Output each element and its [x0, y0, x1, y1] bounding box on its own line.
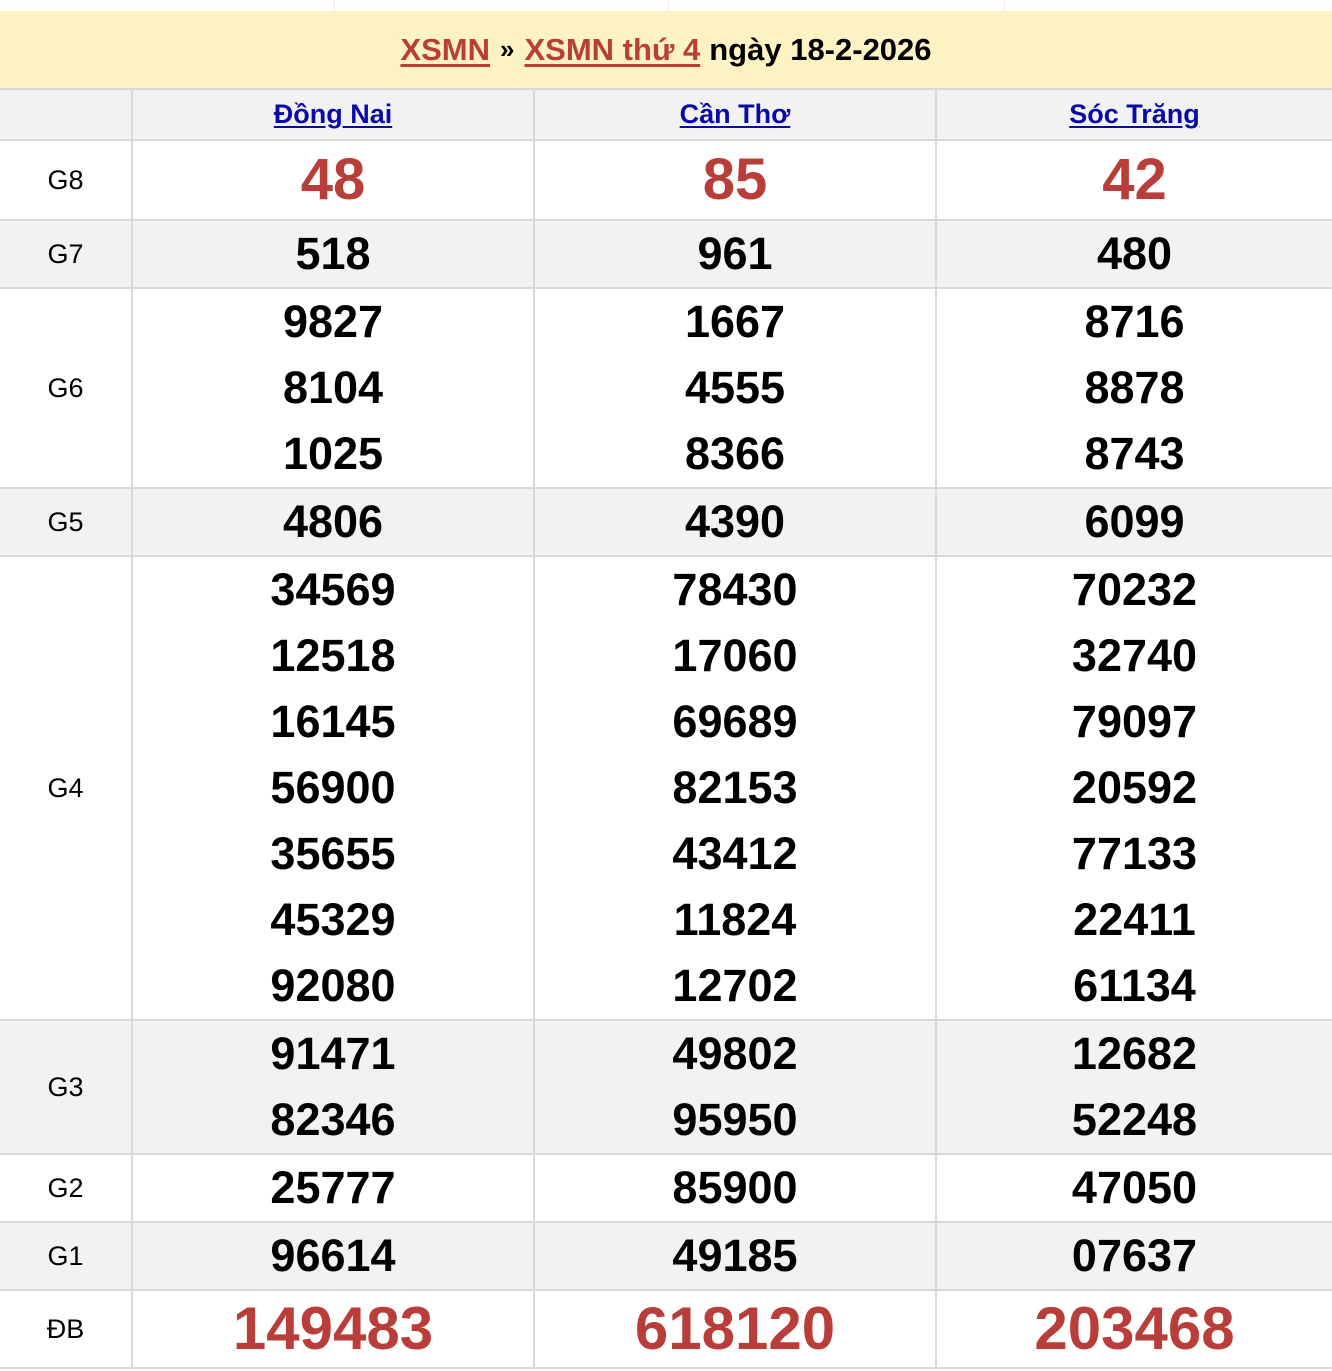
prize-label: G2: [0, 1154, 132, 1222]
prize-label: G5: [0, 488, 132, 556]
prize-cell: [534, 220, 936, 288]
prize-number: 22411: [1073, 894, 1196, 945]
prize-cell: [936, 1290, 1332, 1368]
prize-number: 56900: [270, 762, 396, 813]
prize-number: 77133: [1071, 828, 1198, 879]
prize-cell: [534, 1290, 936, 1368]
prize-row-g3: [0, 1020, 1332, 1154]
province-link-dong-nai[interactable]: Đồng Nai: [273, 99, 393, 129]
prize-number: 82346: [270, 1094, 396, 1145]
prize-number: 618120: [634, 1295, 836, 1362]
draw-date: ngày 18-2-2026: [709, 31, 932, 67]
prize-cell: [936, 1020, 1332, 1154]
prize-number: 12702: [672, 960, 798, 1011]
prize-number: 92080: [270, 960, 396, 1011]
prize-number: 47050: [1071, 1162, 1198, 1213]
prize-cell: [132, 288, 534, 488]
prize-number: 8743: [1084, 428, 1185, 479]
prize-cell: [132, 140, 534, 220]
prize-number: 8104: [282, 362, 384, 413]
results-table: [0, 88, 1332, 1369]
prize-number: 45329: [270, 894, 396, 945]
prize-number: 78430: [672, 564, 798, 615]
prize-row-g4: [0, 556, 1332, 1020]
prize-number: 1025: [282, 428, 384, 479]
prize-number: 85900: [672, 1162, 798, 1213]
province-link-can-tho[interactable]: Cần Thơ: [679, 99, 791, 129]
xsmn-thu4-link[interactable]: XSMN thứ 4: [524, 31, 701, 67]
prize-number: 49185: [672, 1230, 798, 1281]
prize-number: 79097: [1071, 696, 1198, 747]
prize-row-db: [0, 1290, 1332, 1368]
prize-number: 12682: [1071, 1028, 1198, 1079]
prize-cell: [534, 488, 936, 556]
prize-label: G1: [0, 1222, 132, 1290]
prize-number: 85: [702, 147, 768, 212]
prize-cell: [132, 488, 534, 556]
prize-number: 8716: [1084, 296, 1185, 347]
prize-number: 480: [1096, 228, 1173, 279]
prize-label: G8: [0, 140, 132, 220]
prize-number: 12518: [270, 630, 396, 681]
prize-number: 25777: [270, 1162, 396, 1213]
prize-cell: [936, 140, 1332, 220]
prize-cell: [936, 288, 1332, 488]
prize-cell: [534, 556, 936, 1020]
prize-row-g6: [0, 288, 1332, 488]
results-title: [0, 11, 1332, 88]
prize-number: 42: [1102, 147, 1167, 212]
prize-number: 4806: [282, 496, 384, 547]
prize-cell: [534, 1222, 936, 1290]
prize-cell: [132, 1222, 534, 1290]
prize-number: 61134: [1073, 960, 1196, 1011]
prize-number: 8366: [684, 428, 786, 479]
prize-number: 70232: [1071, 564, 1198, 615]
prize-row-g2: [0, 1154, 1332, 1222]
prize-row-g5: [0, 488, 1332, 556]
province-link-soc-trang[interactable]: Sóc Trăng: [1069, 99, 1200, 129]
prize-label: G7: [0, 220, 132, 288]
prize-cell: [936, 220, 1332, 288]
prize-number: 203468: [1034, 1295, 1235, 1362]
prize-cell: [534, 288, 936, 488]
prize-number: 20592: [1071, 762, 1198, 813]
prize-row-g7: [0, 220, 1332, 288]
prize-cell: [132, 220, 534, 288]
prize-number: 6099: [1084, 496, 1185, 547]
prize-number: 43412: [672, 828, 798, 879]
prize-number: 82153: [672, 762, 798, 813]
prize-number: 52248: [1071, 1094, 1198, 1145]
prize-number: 8878: [1084, 362, 1185, 413]
prize-cell: [132, 1020, 534, 1154]
empty-header-cell: [0, 89, 132, 140]
prize-number: 961: [697, 228, 773, 279]
prize-row-g8: [0, 140, 1332, 220]
prize-label: G4: [0, 556, 132, 1020]
prize-number: 96614: [270, 1230, 396, 1281]
prize-cell: [132, 556, 534, 1020]
prize-number: 16145: [270, 696, 396, 747]
prize-cell: [936, 1154, 1332, 1222]
prize-number: 518: [295, 228, 371, 279]
prize-cell: [936, 488, 1332, 556]
prize-number: 69689: [672, 696, 798, 747]
prize-number: 48: [300, 147, 366, 212]
prize-cell: [132, 1290, 534, 1368]
prize-number: 35655: [270, 828, 396, 879]
prize-number: 95950: [672, 1094, 798, 1145]
prize-cell: [534, 1154, 936, 1222]
prize-row-g1: [0, 1222, 1332, 1290]
prize-cell: [936, 1222, 1332, 1290]
xsmn-link[interactable]: XSMN: [400, 31, 491, 67]
prize-number: 32740: [1071, 630, 1198, 681]
prize-number: 17060: [672, 630, 798, 681]
prize-label: G3: [0, 1020, 132, 1154]
prize-cell: [534, 1020, 936, 1154]
prize-number: 9827: [282, 296, 384, 347]
prize-cell: [534, 140, 936, 220]
prize-number: 149483: [232, 1295, 434, 1362]
breadcrumb-separator: »: [500, 34, 515, 64]
prize-number: 07637: [1071, 1230, 1198, 1281]
prize-cell: [936, 556, 1332, 1020]
prize-number: 34569: [270, 564, 396, 615]
top-strip: [0, 0, 1332, 11]
prize-number: 11824: [673, 894, 797, 945]
prize-number: 1667: [684, 296, 786, 347]
prize-cell: [132, 1154, 534, 1222]
prize-number: 4390: [684, 496, 786, 547]
prize-number: 91471: [270, 1028, 396, 1079]
prize-number: 4555: [684, 362, 786, 413]
prize-label: G6: [0, 288, 132, 488]
prize-label: ĐB: [0, 1290, 132, 1368]
province-header-row: [0, 89, 1332, 140]
prize-number: 49802: [672, 1028, 798, 1079]
